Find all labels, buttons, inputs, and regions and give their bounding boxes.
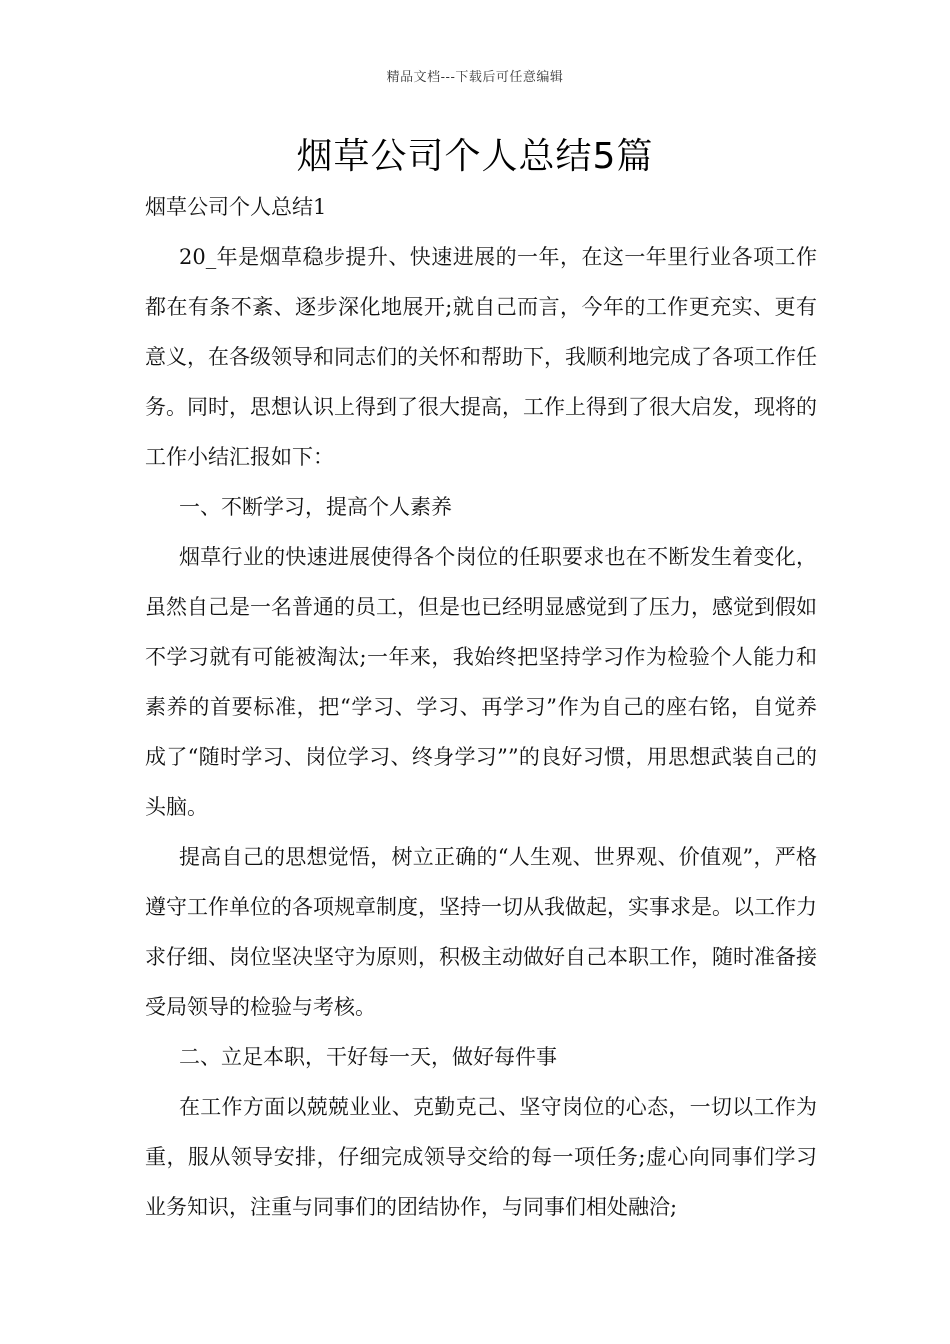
heading-2: 二、立足本职，干好每一天，做好每件事 (179, 1045, 557, 1069)
section-title: 烟草公司个人总结1 (145, 195, 327, 219)
paragraph-intro: 20_年是烟草稳步提升、快速进展的一年，在这一年里行业各项工作都在有条不紊、逐步深化地展开;就自己而言，今年的工作更充实、更有意义，在各级领导和同志们的关怀和帮助下，我顺利地完成了各项工作任务。同时，思想认识上得到了很大提高，工作上得到了很大启发，现将的工作小结汇报如下： (145, 245, 817, 469)
document-title: 烟草公司个人总结5篇 (296, 136, 654, 177)
header-note: 精品文档---下载后可任意编辑 (386, 70, 564, 85)
paragraph-work: 在工作方面以兢兢业业、克勤克己、坚守岗位的心态，一切以工作为重，服从领导安排，仔细完成领导交给的每一项任务;虚心向同事们学习业务知识，注重与同事们的团结协作，与同事们相处融洽; (145, 1095, 817, 1219)
document-body (145, 182, 817, 1232)
heading-1: 一、不断学习，提高个人素养 (179, 495, 452, 519)
paragraph-ideology: 提高自己的思想觉悟，树立正确的“人生观、世界观、价值观”，严格遵守工作单位的各项规章制度，坚持一切从我做起，实事求是。以工作力求仔细、岗位坚决坚守为原则，积极主动做好自己本职工作，随时准备接受局领导的检验与考核。 (145, 845, 817, 1019)
paragraph-learning: 烟草行业的快速进展使得各个岗位的任职要求也在不断发生着变化，虽然自己是一名普通的员工，但是也已经明显感觉到了压力，感觉到假如不学习就有可能被淘汰;一年来，我始终把坚持学习作为检验个人能力和素养的首要标准，把“学习、学习、再学习”作为自己的座右铭，自觉养成了“随时学习、岗位学习、终身学习””的良好习惯，用思想武装自己的头脑。 (145, 545, 817, 819)
